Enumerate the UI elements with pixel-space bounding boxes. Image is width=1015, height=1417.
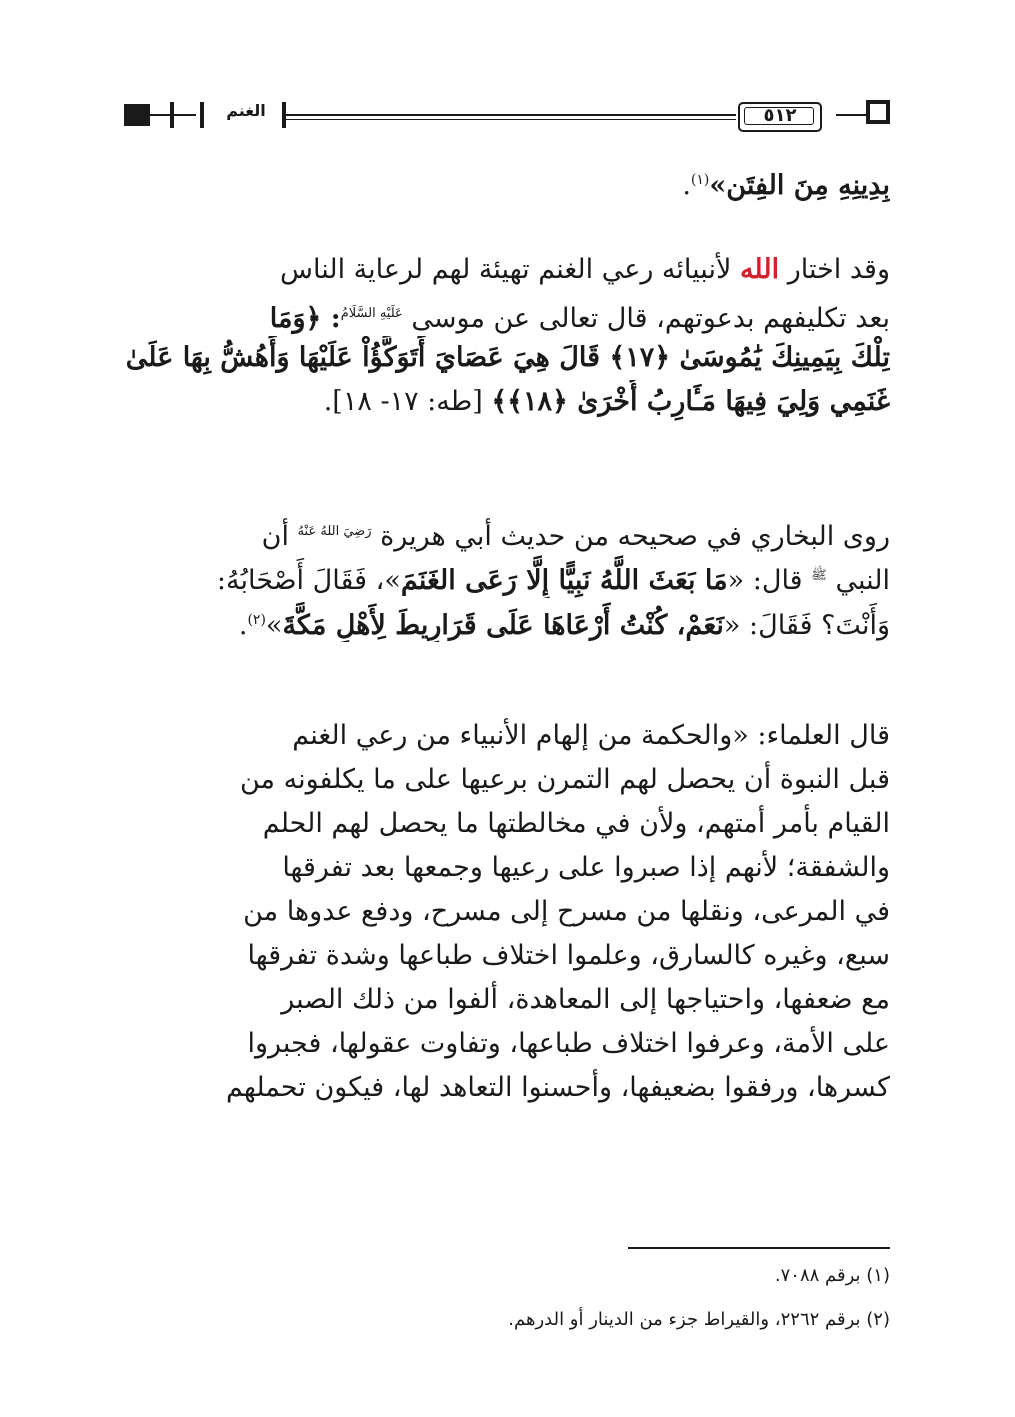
- paragraph-quran: [124, 248, 890, 424]
- header-rule-right: [836, 114, 870, 116]
- hadith-text: بِدِينِهِ مِنَ الفِتَنِ»: [709, 170, 890, 201]
- page-number-frame: [724, 98, 834, 134]
- page-number: ٥١٢: [763, 105, 797, 126]
- page-header: [124, 98, 890, 138]
- text-line: على الأمة، وعرفوا اختلاف طباعها، وتفاوت عقولها، فجبروا: [247, 1028, 890, 1059]
- honorific: ﷺ: [811, 568, 827, 583]
- footnote-ref: (٢): [247, 612, 266, 628]
- text-line: وقد اختار الله لأنبيائه رعي الغنم تهيئة لهم لرعاية الناس: [280, 254, 890, 285]
- paragraph-scholars: [124, 714, 890, 1110]
- period: .: [682, 170, 691, 201]
- header-rule-middle: [286, 114, 736, 116]
- text-line: بعد تكليفهم بدعوتهم، قال تعالى عن موسى $^{عَلَيْهِ السَّلَامُ}$: ﴿وَمَا: [269, 303, 890, 334]
- text-line: [124, 380, 890, 424]
- paragraph-continuation: [124, 158, 890, 202]
- text-line: روى البخاري في صحيحه من حديث أبي هريرة $^{رَضِيَ اللهُ عَنْهُ}$ أن: [261, 521, 890, 552]
- hadith-text: مَا بَعَثَ اللَّهُ نَبِيًّا إِلَّا رَعَى الغَنَمَ: [400, 565, 728, 596]
- text-line: النبي $^ﷺ$ قال: «مَا بَعَثَ اللَّهُ نَبِيًّا إِلَّا رَعَى الغَنَمَ»، فَقَالَ أَصْحَابُهُ:: [216, 565, 890, 596]
- header-ornament-bar: [170, 102, 174, 128]
- text-line: قال العلماء: «والحكمة من إلهام الأنبياء من رعي الغنم: [292, 720, 890, 751]
- hadith-text: نَعَمْ، كُنْتُ أَرْعَاهَا عَلَى قَرَارِيطَ لِأَهْلِ مَكَّةَ: [282, 610, 724, 641]
- header-ornament-block: [124, 104, 150, 126]
- text-line: كسرها، ورفقوا بضعيفها، وأحسنوا التعاهد لها، فيكون تحملهم: [225, 1072, 890, 1103]
- text-line: والشفقة؛ لأنهم إذا صبروا على رعيها وجمعها بعد تفرقها: [282, 852, 890, 883]
- quran-verse-line: تِلْكَ بِيَمِينِكَ يَٰمُوسَىٰ ﴿١٧﴾ قَالَ هِيَ عَصَايَ أَتَوَكَّؤُاْ عَلَيْهَا وَأَهُشُّ بِهَا عَلَىٰ: [125, 342, 890, 373]
- honorific: عَلَيْهِ السَّلَامُ: [340, 306, 403, 321]
- header-rule-middle-thin: [286, 119, 736, 120]
- text-line: مع ضعفها، واحتياجها إلى المعاهدة، ألفوا من ذلك الصبر: [281, 984, 890, 1015]
- header-corner-square: [866, 100, 890, 124]
- text-line: وَأَنْتَ؟ فَقَالَ: «نَعَمْ، كُنْتُ أَرْعَاهَا عَلَى قَرَارِيطَ لِأَهْلِ مَكَّةَ»$^{(٢)}$.: [238, 610, 890, 641]
- chapter-title: الغنم: [226, 101, 266, 120]
- footnote-2: (٢) برقم ٢٢٦٢، والقيراط جزء من الدينار أو الدرهم.: [508, 1309, 890, 1330]
- header-ornament-bar: [200, 102, 204, 128]
- footnote-1: (١) برقم ٧٠٨٨.: [774, 1265, 890, 1286]
- footnote-ref: (١): [690, 172, 710, 188]
- verse-reference: [طه: ١٧- ١٨].: [323, 386, 492, 417]
- text-line: سبع، وغيره كالسارق، وعلموا اختلاف طباعها وشدة تفرقها: [247, 940, 890, 971]
- footnote-divider: [628, 1247, 890, 1249]
- quran-verse-line: غَنَمِي وَلِيَ فِيهَا مَـَٔارِبُ أُخْرَىٰ ﴿١٨﴾﴾: [491, 386, 890, 417]
- divine-name: الله: [739, 254, 780, 285]
- paragraph-hadith: [124, 510, 890, 642]
- text-line: القيام بأمر أمتهم، ولأن في مخالطتها ما يحصل لهم الحلم: [262, 808, 890, 839]
- text-line: في المرعى، ونقلها من مسرح إلى مسرح، ودفع عدوها من: [243, 896, 890, 927]
- honorific: رَضِيَ اللهُ عَنْهُ: [297, 524, 372, 539]
- text-line: قبل النبوة أن يحصل لهم التمرن برعيها على ما يكلفونه من: [240, 764, 890, 795]
